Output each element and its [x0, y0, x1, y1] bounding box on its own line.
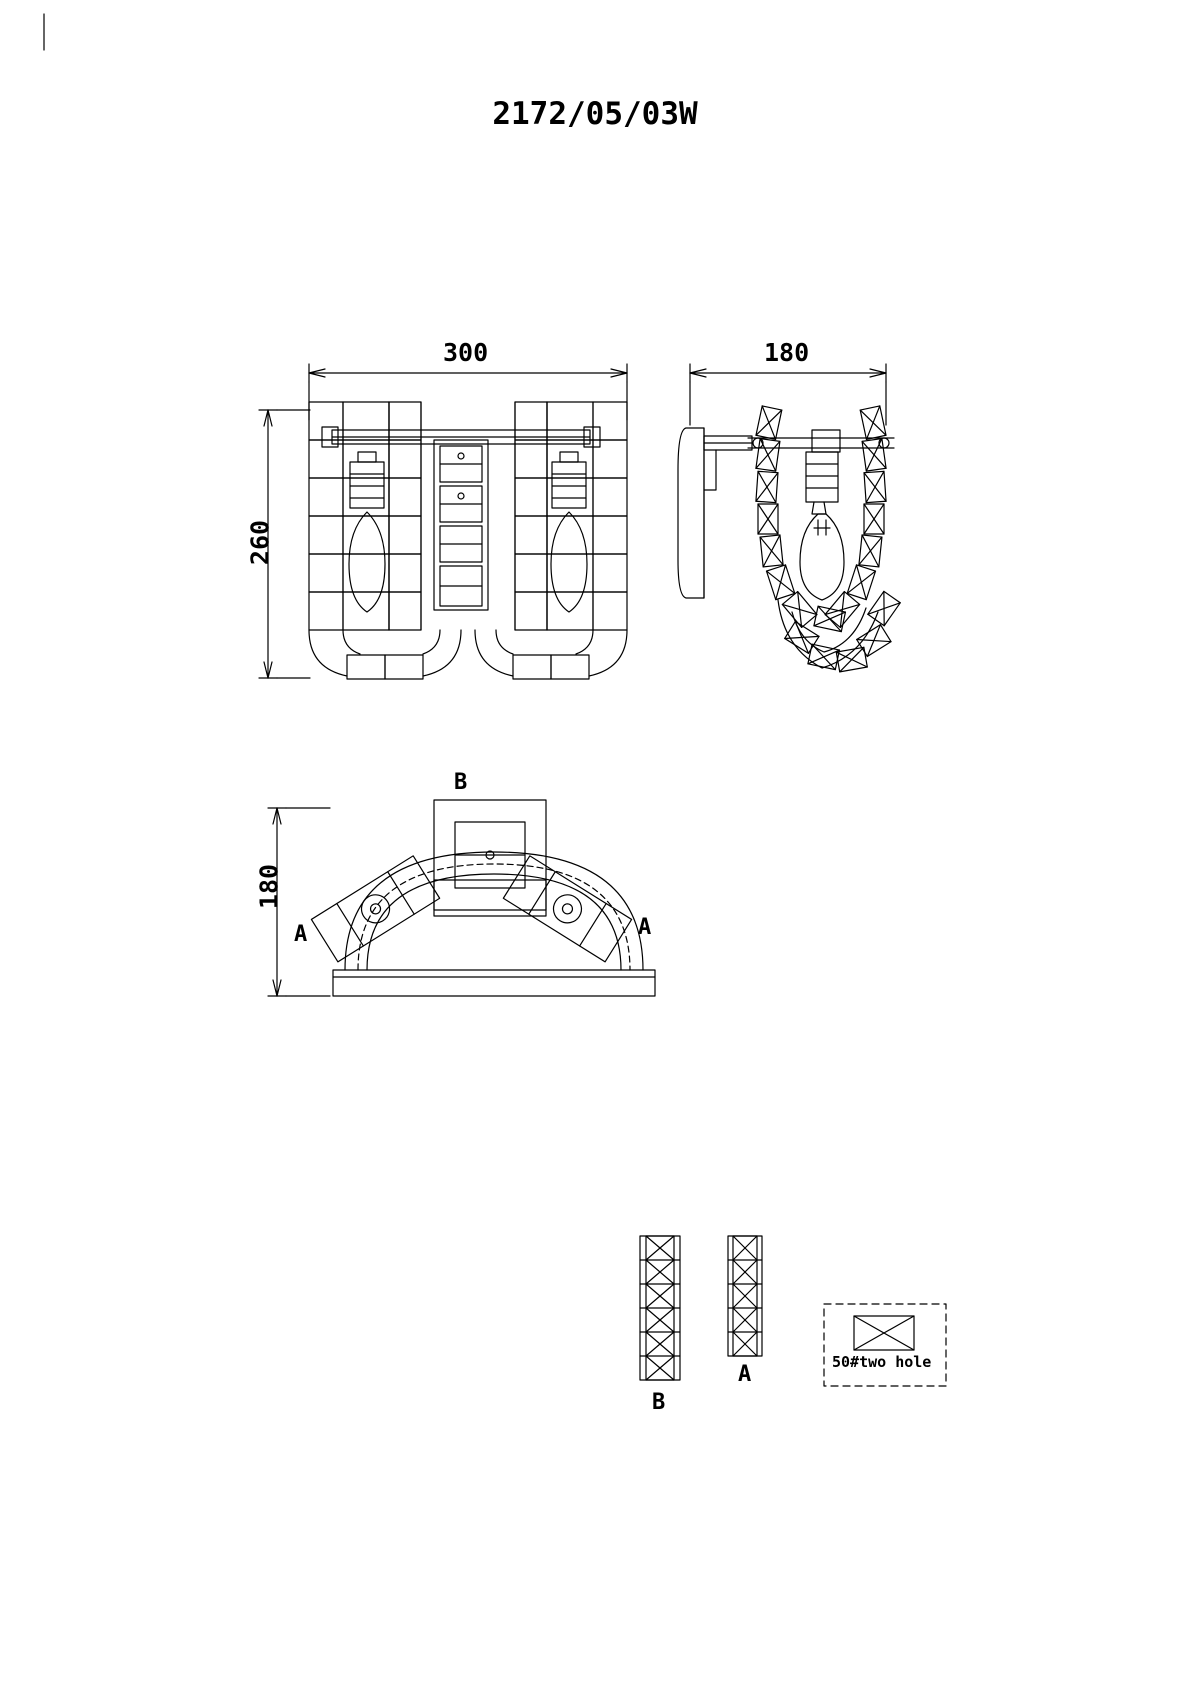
page-title: 2172/05/03W	[492, 96, 698, 132]
top-label-a-right: A	[638, 915, 652, 940]
front-height-dimension: 260	[245, 519, 275, 566]
front-width-dimension: 300	[443, 338, 489, 367]
top-plan-geometry	[268, 800, 655, 996]
front-elevation-geometry	[259, 364, 627, 679]
top-depth-dimension: 180	[254, 863, 284, 910]
top-label-a-left: A	[294, 922, 308, 947]
part-label-a: A	[738, 1362, 752, 1387]
part-note-text: 50#two hole	[832, 1353, 932, 1371]
side-depth-dimension: 180	[764, 338, 810, 367]
part-label-b: B	[652, 1390, 666, 1415]
side-elevation-geometry	[678, 364, 900, 672]
top-label-b: B	[454, 770, 468, 795]
